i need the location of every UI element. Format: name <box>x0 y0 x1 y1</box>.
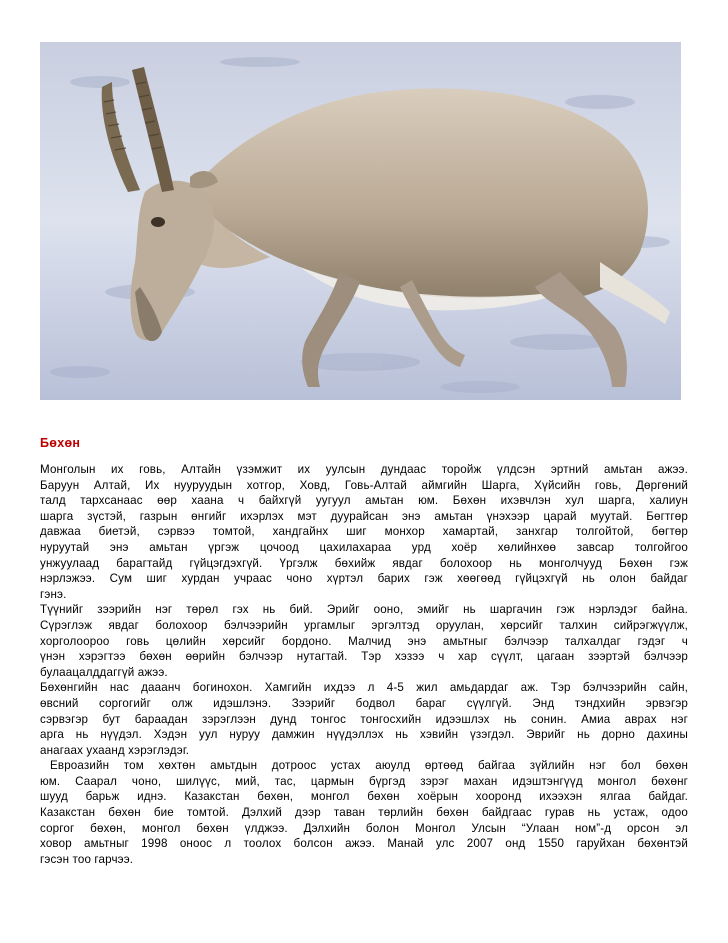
text-line: гэнэ. <box>40 587 67 601</box>
saiga-photo <box>40 42 681 400</box>
text-line: талд тархсанаас өөр хаана ч байхгүй уугуул амьтан юм. Бөхөн ихэвчлэн хул шарга, халиун <box>40 494 688 508</box>
text-line: нэрлэжээ. Сум шиг хурдан учраас чоно хүртэл барих гэж хөөгөөд гүйцэхгүй нь олон байдаг <box>40 572 688 586</box>
text-line: Монголын их говь, Алтайн үзэмжит их уулсын дундаас торойж үлдсэн эртний амьтан ажээ. <box>40 463 688 476</box>
text-line: анагаах ухаанд хэрэглэдэг. <box>40 743 190 757</box>
text-line: юм. Саарал чоно, шилүүс, мий, тас, цармын бүргэд зэрэг махан идэштэнгүүд монгол бөхөнг <box>40 774 688 788</box>
text-line: Бөхөнгийн нас дааанч богинохон. Хамгийн ихдээ л 4-5 жил амьдардаг аж. Тэр бэлчээрийн сайн, <box>40 681 688 695</box>
text-line: хорголоороо говь цөлийн хөрсийг бордоно. Малчид энэ амьтныг бэлчээр талхалдаг гэдэг ч <box>40 634 688 648</box>
text-line: булаацалддаггүй ажээ. <box>40 665 168 679</box>
text-line: соргог бөхөн, монгол бөхөн үлджээ. Дэлхийн болон Монгол Улсын “Улаан ном”-д орсон эл <box>40 821 688 835</box>
article-body <box>40 462 688 867</box>
text-line: нуруутай энэ амьтан үргэж цочоод цахилахараа урд хоёр хөлийнхөө завсар толгойгоо <box>40 540 688 554</box>
article-title: Бөхөн <box>40 436 81 450</box>
text-line: сэрвэгэр бут бараадан зэрэглээн дунд тонгос тонгосхийн идээшлэх нь сонин. Амиа аврах нэг <box>40 712 688 726</box>
text-line: Түүнийг зээрийн нэг төрөл гэх нь бий. Эрийг ооно, эмийг нь шаргачин гэж нэрлэдэг байна. <box>40 603 688 617</box>
text-line: давжаа биетэй, сэрвээ томтой, хандгайнх шиг монхор хамартай, занхгар толгойтой, бөгтөр <box>40 525 688 539</box>
text-line: ховор амьтныг 1998 оноос л тоолох болсон ажээ. Манай улс 2007 онд 1550 гаруйхан бөхөнтэй <box>40 837 688 851</box>
text-line: Сүрэглэж явдаг болохоор бэлчээрийн ургамлыг эргэлтэд оруулан, хөрсийг талхин сийрэгжүүлж, <box>40 618 688 632</box>
text-line: өвсний соргогийг олж идэшлэнэ. Зээрийг бодвол бараг сүүлгүй. Энд тэндхийн эрвэгэр <box>40 696 688 710</box>
text-line: Евроазийн том хөхтөн амьтдын дотроос устах аюулд өртөөд байгаа зүйлийн нэг бол бөхөн <box>50 759 688 773</box>
text-line: гэсэн тоо гарчээ. <box>40 852 134 866</box>
text-line: шарга зүстэй, газрын өнгийг ихэрлэх мэт дуурайсан энэ амьтан үнэхээр царай муутай. Бөгтгөр <box>40 509 688 523</box>
text-line: унжуулаад барагтайд гүйцэгдэхгүй. Үргэлж бөхийж явдаг болохоор нь монголчууд Бөхөн гэж <box>40 556 688 570</box>
text-line: Баруун Алтай, Их нууруудын хотгор, Ховд, Говь-Алтай аймгийн Шарга, Хүйсийн говь, Дөргөний <box>40 478 688 492</box>
text-line: Казакстан бөхөн бие томтой. Дэлхий дээр таван төрлийн бөхөн байдгаас гурав нь устаж, одоо <box>40 806 688 820</box>
saiga-illustration <box>40 42 681 400</box>
text-line: үнэн хэрэгтээ бөхөн өөрийн бэлчээр нутагтай. Тэр хэзээ ч хар сүүлт, цагаан зээртэй бэлчээр <box>40 650 688 664</box>
text-line: арга нь нүүдэл. Хэдэн уул нуруу дамжин нүүдэллэх нь хэвийн үзэгдэл. Эврийг нь дорно дахины <box>40 728 688 742</box>
text-line: шууд барьж иднэ. Казакстан бөхөн, монгол бөхөн хоёрын хооронд ихээхэн ялгаа байдаг. <box>40 790 688 804</box>
